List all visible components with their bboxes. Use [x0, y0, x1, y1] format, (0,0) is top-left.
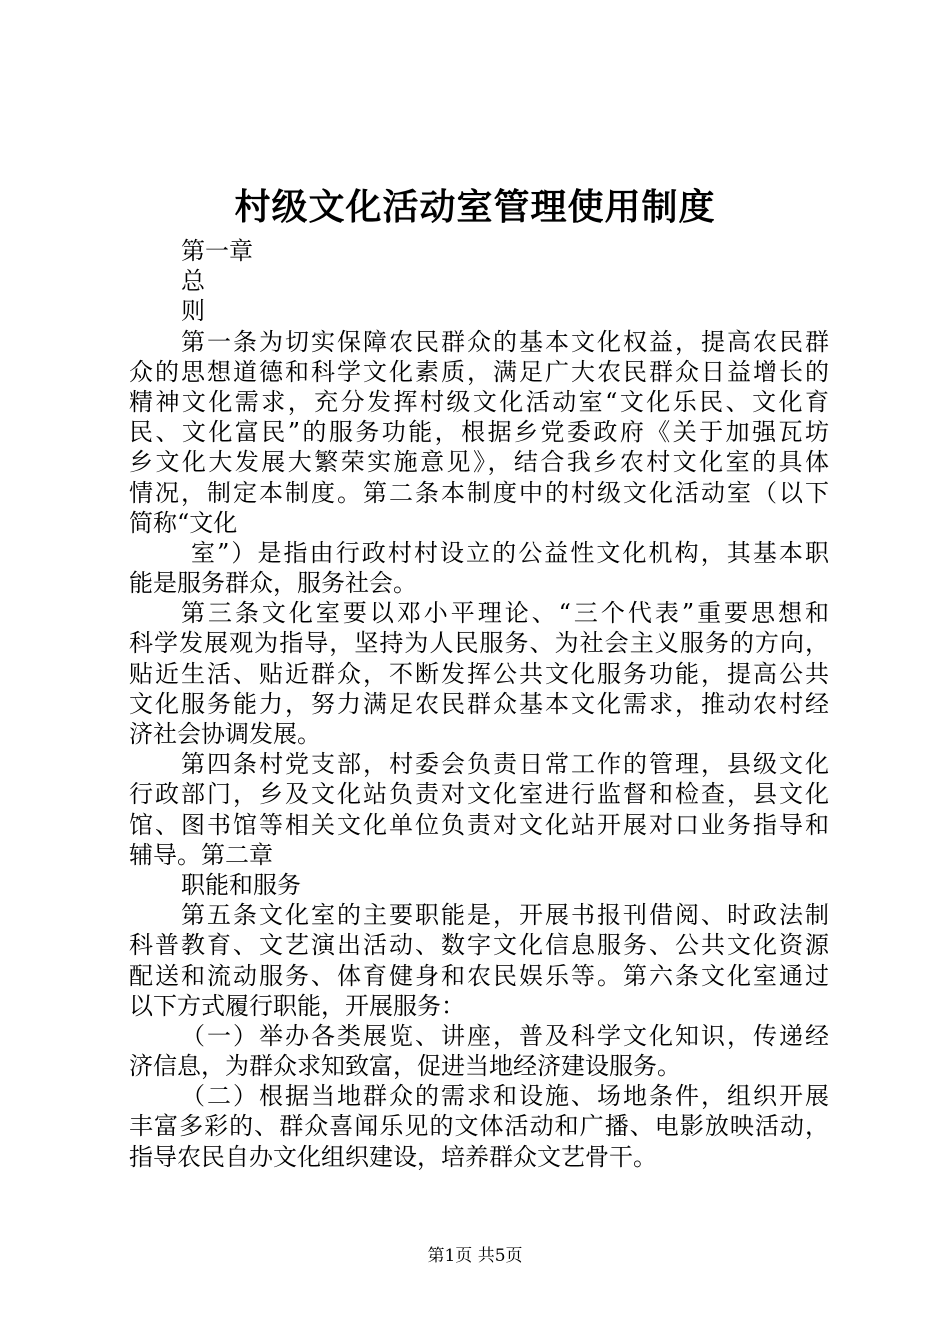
text-line: 乡文化大发展大繁荣实施意见》，结合我乡农村文化室的具体	[129, 448, 829, 477]
text-line: 第一条为切实保障农民群众的基本文化权益，提高农民群	[181, 327, 829, 356]
text-line: 文化服务能力，努力满足农民群众基本文化需求，推动农村经	[129, 689, 829, 718]
text-line: 贴近生活、贴近群众，不断发挥公共文化服务功能，提高公共	[129, 659, 829, 688]
text-line: （一）举办各类展览、讲座，普及科学文化知识，传递经	[181, 1021, 829, 1050]
text-line: 室”）是指由行政村村设立的公益性文化机构，其基本职	[191, 538, 829, 567]
text-line: 职能和服务	[181, 870, 301, 899]
text-line: 馆、图书馆等相关文化单位负责对文化站开展对口业务指导和	[129, 810, 829, 839]
document-title: 村级文化活动室管理使用制度	[234, 186, 716, 228]
text-line: 指导农民自办文化组织建设，培养群众文艺骨干。	[129, 1142, 657, 1171]
text-line: 济社会协调发展。	[129, 720, 321, 748]
text-line: 丰富多彩的、群众喜闻乐见的文体活动和广播、电影放映活动，	[129, 1112, 829, 1141]
text-line: 配送和流动服务、体育健身和农民娱乐等。第六条文化室通过	[129, 961, 829, 990]
text-line: 情况，制定本制度。第二条本制度中的村级文化活动室（以下	[129, 478, 829, 507]
text-line: 以下方式履行职能，开展服务：	[129, 991, 465, 1020]
document-body	[129, 236, 829, 1172]
text-line: 行政部门，乡及文化站负责对文化室进行监督和检查，县文化	[129, 780, 829, 809]
text-line: 则	[181, 297, 205, 326]
text-line: 第三条文化室要以邓小平理论、“三个代表”重要思想和	[181, 599, 829, 628]
text-line: 能是服务群众，服务社会。	[129, 569, 417, 598]
text-line: 科学发展观为指导，坚持为人民服务、为社会主义服务的方向，	[129, 629, 829, 658]
text-line: （二）根据当地群众的需求和设施、场地条件，组织开展	[181, 1082, 829, 1111]
text-line: 民、文化富民”的服务功能，根据乡党委政府《关于加强瓦坊	[129, 418, 829, 447]
text-line: 第五条文化室的主要职能是，开展书报刊借阅、时政法制	[181, 901, 829, 930]
text-line: 众的思想道德和科学文化素质，满足广大农民群众日益增长的	[129, 357, 829, 386]
page-footer: 第1页 共5页	[427, 1246, 523, 1266]
text-line: 简称“文化	[129, 508, 238, 537]
text-line: 辅导。第二章	[129, 840, 273, 869]
text-line: 第一章	[181, 237, 253, 265]
text-line: 精神文化需求，充分发挥村级文化活动室“文化乐民、文化育	[129, 387, 829, 416]
text-line: 总	[181, 267, 205, 296]
text-line: 济信息，为群众求知致富，促进当地经济建设服务。	[129, 1052, 681, 1081]
text-line: 第四条村党支部，村委会负责日常工作的管理，县级文化	[181, 750, 829, 779]
text-line: 科普教育、文艺演出活动、数字文化信息服务、公共文化资源	[129, 931, 829, 960]
